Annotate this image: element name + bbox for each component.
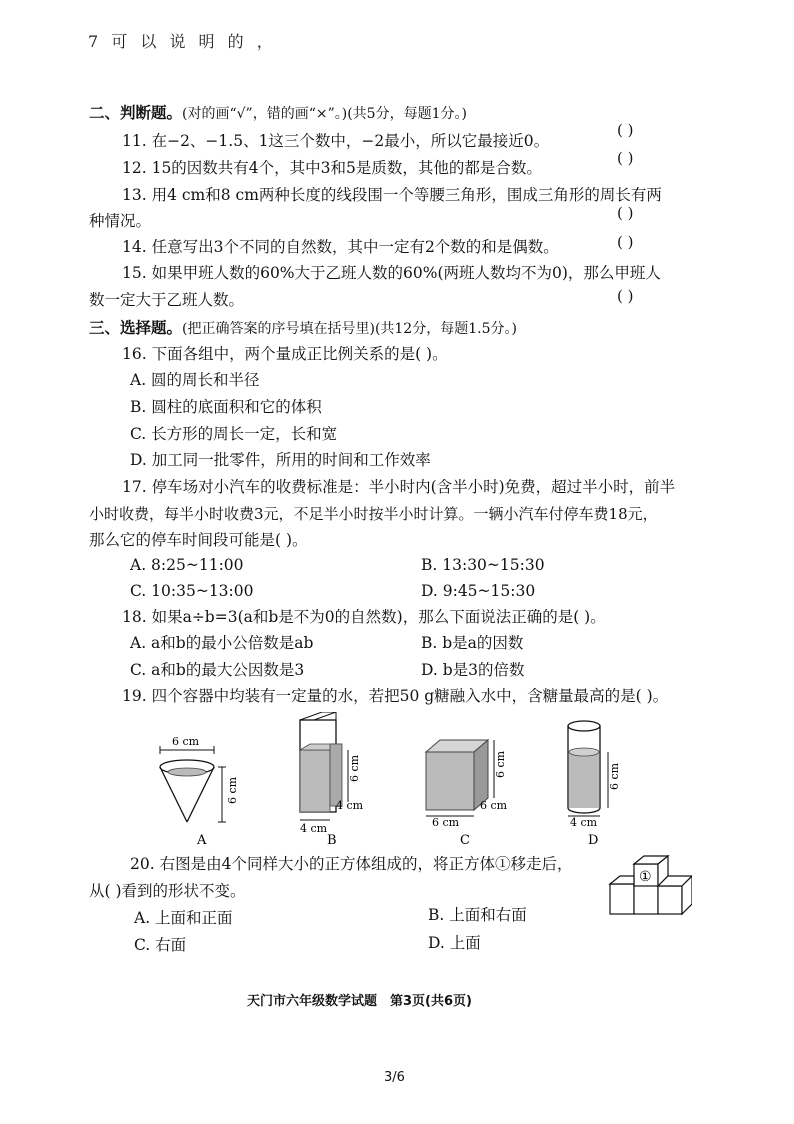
section3-instruction: (把正确答案的序号填在括号里)(共12分，每题1.5分。) — [182, 321, 517, 337]
answer-paren-11[interactable]: ( ) — [617, 121, 634, 139]
section3-heading — [89, 320, 517, 337]
label-c: C — [460, 833, 470, 848]
section2-instruction: (对的画“√”，错的画“×”。)(共5分，每题1分。) — [182, 106, 467, 122]
section2-title: 二、判断题。 — [89, 103, 183, 122]
container-c-cube — [426, 740, 508, 848]
answer-paren-12[interactable]: ( ) — [617, 149, 634, 167]
page-footer: 天门市六年级数学试题 第3页(共6页) — [247, 994, 472, 1009]
question-16-option-d: D. 加工同一批零件，所用的时间和工作效率 — [130, 451, 431, 469]
question-20-option-a: A. 上面和正面 — [134, 909, 233, 927]
question-20-option-c: C. 右面 — [134, 936, 187, 954]
cylinder-width-label: 4 cm — [570, 816, 598, 829]
question-17-option-c: C. 10:35~13:00 — [130, 582, 254, 600]
box-b-height-label: 6 cm — [348, 754, 361, 782]
question-16-option-a: A. 圆的周长和半径 — [130, 371, 260, 389]
question-18-option-c: C. a和b的最大公因数是3 — [130, 661, 305, 679]
question-13-line2: 种情况。 — [89, 212, 152, 230]
cone-height-label: 6 cm — [226, 776, 239, 804]
question-16: 16. 下面各组中，两个量成正比例关系的是( )。 — [122, 345, 448, 363]
question-15-line1: 15. 如果甲班人数的60%大于乙班人数的60%(两班人数均不为0)，那么甲班人 — [122, 264, 661, 282]
label-a: A — [197, 833, 207, 848]
question-20-line1: 20. 右图是由4个同样大小的正方体组成的，将正方体①移走后， — [130, 855, 573, 873]
question-19: 19. 四个容器中均装有一定量的水，若把50 g糖融入水中，含糖量最高的是( )。 — [122, 687, 669, 705]
question-18-option-b: B. b是a的因数 — [421, 634, 524, 652]
container-a-cone — [160, 735, 239, 848]
question-20-option-b: B. 上面和右面 — [428, 906, 527, 924]
question-13-line1: 13. 用4 cm和8 cm两种长度的线段围一个等腰三角形，围成三角形的周长有两 — [122, 186, 662, 204]
box-b-width-label: 4 cm — [300, 822, 328, 835]
cubes-figure — [606, 852, 692, 918]
question-12: 12. 15的因数共有4个，其中3和5是质数，其他的都是合数。 — [122, 159, 542, 177]
question-17-line1: 17. 停车场对小汽车的收费标准是：半小时内(含半小时)免费，超过半小时，前半 — [122, 478, 676, 496]
cube-depth-label: 6 cm — [480, 799, 508, 812]
label-d: D — [588, 833, 599, 848]
container-b-box — [300, 712, 364, 848]
question-16-option-c: C. 长方形的周长一定，长和宽 — [130, 425, 338, 443]
page-number: 3/6 — [384, 1070, 405, 1085]
question-15-line2: 数一定大于乙班人数。 — [89, 291, 245, 309]
question-17-option-d: D. 9:45~15:30 — [421, 582, 536, 600]
label-b: B — [327, 833, 337, 848]
container-d-cylinder — [568, 721, 621, 848]
question-17-option-b: B. 13:30~15:30 — [421, 556, 545, 574]
question-16-option-b: B. 圆柱的底面积和它的体积 — [130, 398, 322, 416]
section3-title: 三、选择题。 — [89, 318, 183, 337]
question-11: 11. 在−2、−1.5、1这三个数中，−2最小，所以它最接近0。 — [122, 132, 550, 150]
containers-figure — [150, 712, 630, 852]
cube-height-label: 6 cm — [494, 750, 507, 778]
cylinder-height-label: 6 cm — [608, 762, 621, 790]
question-20-option-d: D. 上面 — [428, 934, 481, 952]
question-14: 14. 任意写出3个不同的自然数，其中一定有2个数的和是偶数。 — [122, 238, 559, 256]
question-18: 18. 如果a÷b=3(a和b是不为0的自然数)，那么下面说法正确的是( )。 — [122, 608, 606, 626]
cone-width-label: 6 cm — [172, 735, 200, 748]
header-fragment: 7 可 以 说 明 的 ， — [88, 32, 277, 51]
question-18-option-a: A. a和b的最小公倍数是ab — [130, 634, 314, 652]
box-b-depth-label: 4 cm — [336, 799, 364, 812]
cube-mark-1: ① — [639, 869, 652, 885]
answer-paren-14[interactable]: ( ) — [617, 233, 634, 251]
question-17-line2: 小时收费，每半小时收费3元，不足半小时按半小时计算。一辆小汽车付停车费18元， — [89, 505, 658, 523]
answer-paren-15[interactable]: ( ) — [617, 287, 634, 305]
question-20-line2: 从( )看到的形状不变。 — [89, 882, 246, 900]
question-17-line3: 那么它的停车时间段可能是( )。 — [89, 531, 308, 549]
question-18-option-d: D. b是3的倍数 — [421, 661, 525, 679]
cube-width-label: 6 cm — [432, 816, 460, 829]
section2-heading — [89, 105, 467, 122]
answer-paren-13[interactable]: ( ) — [617, 204, 634, 222]
question-17-option-a: A. 8:25~11:00 — [130, 556, 244, 574]
